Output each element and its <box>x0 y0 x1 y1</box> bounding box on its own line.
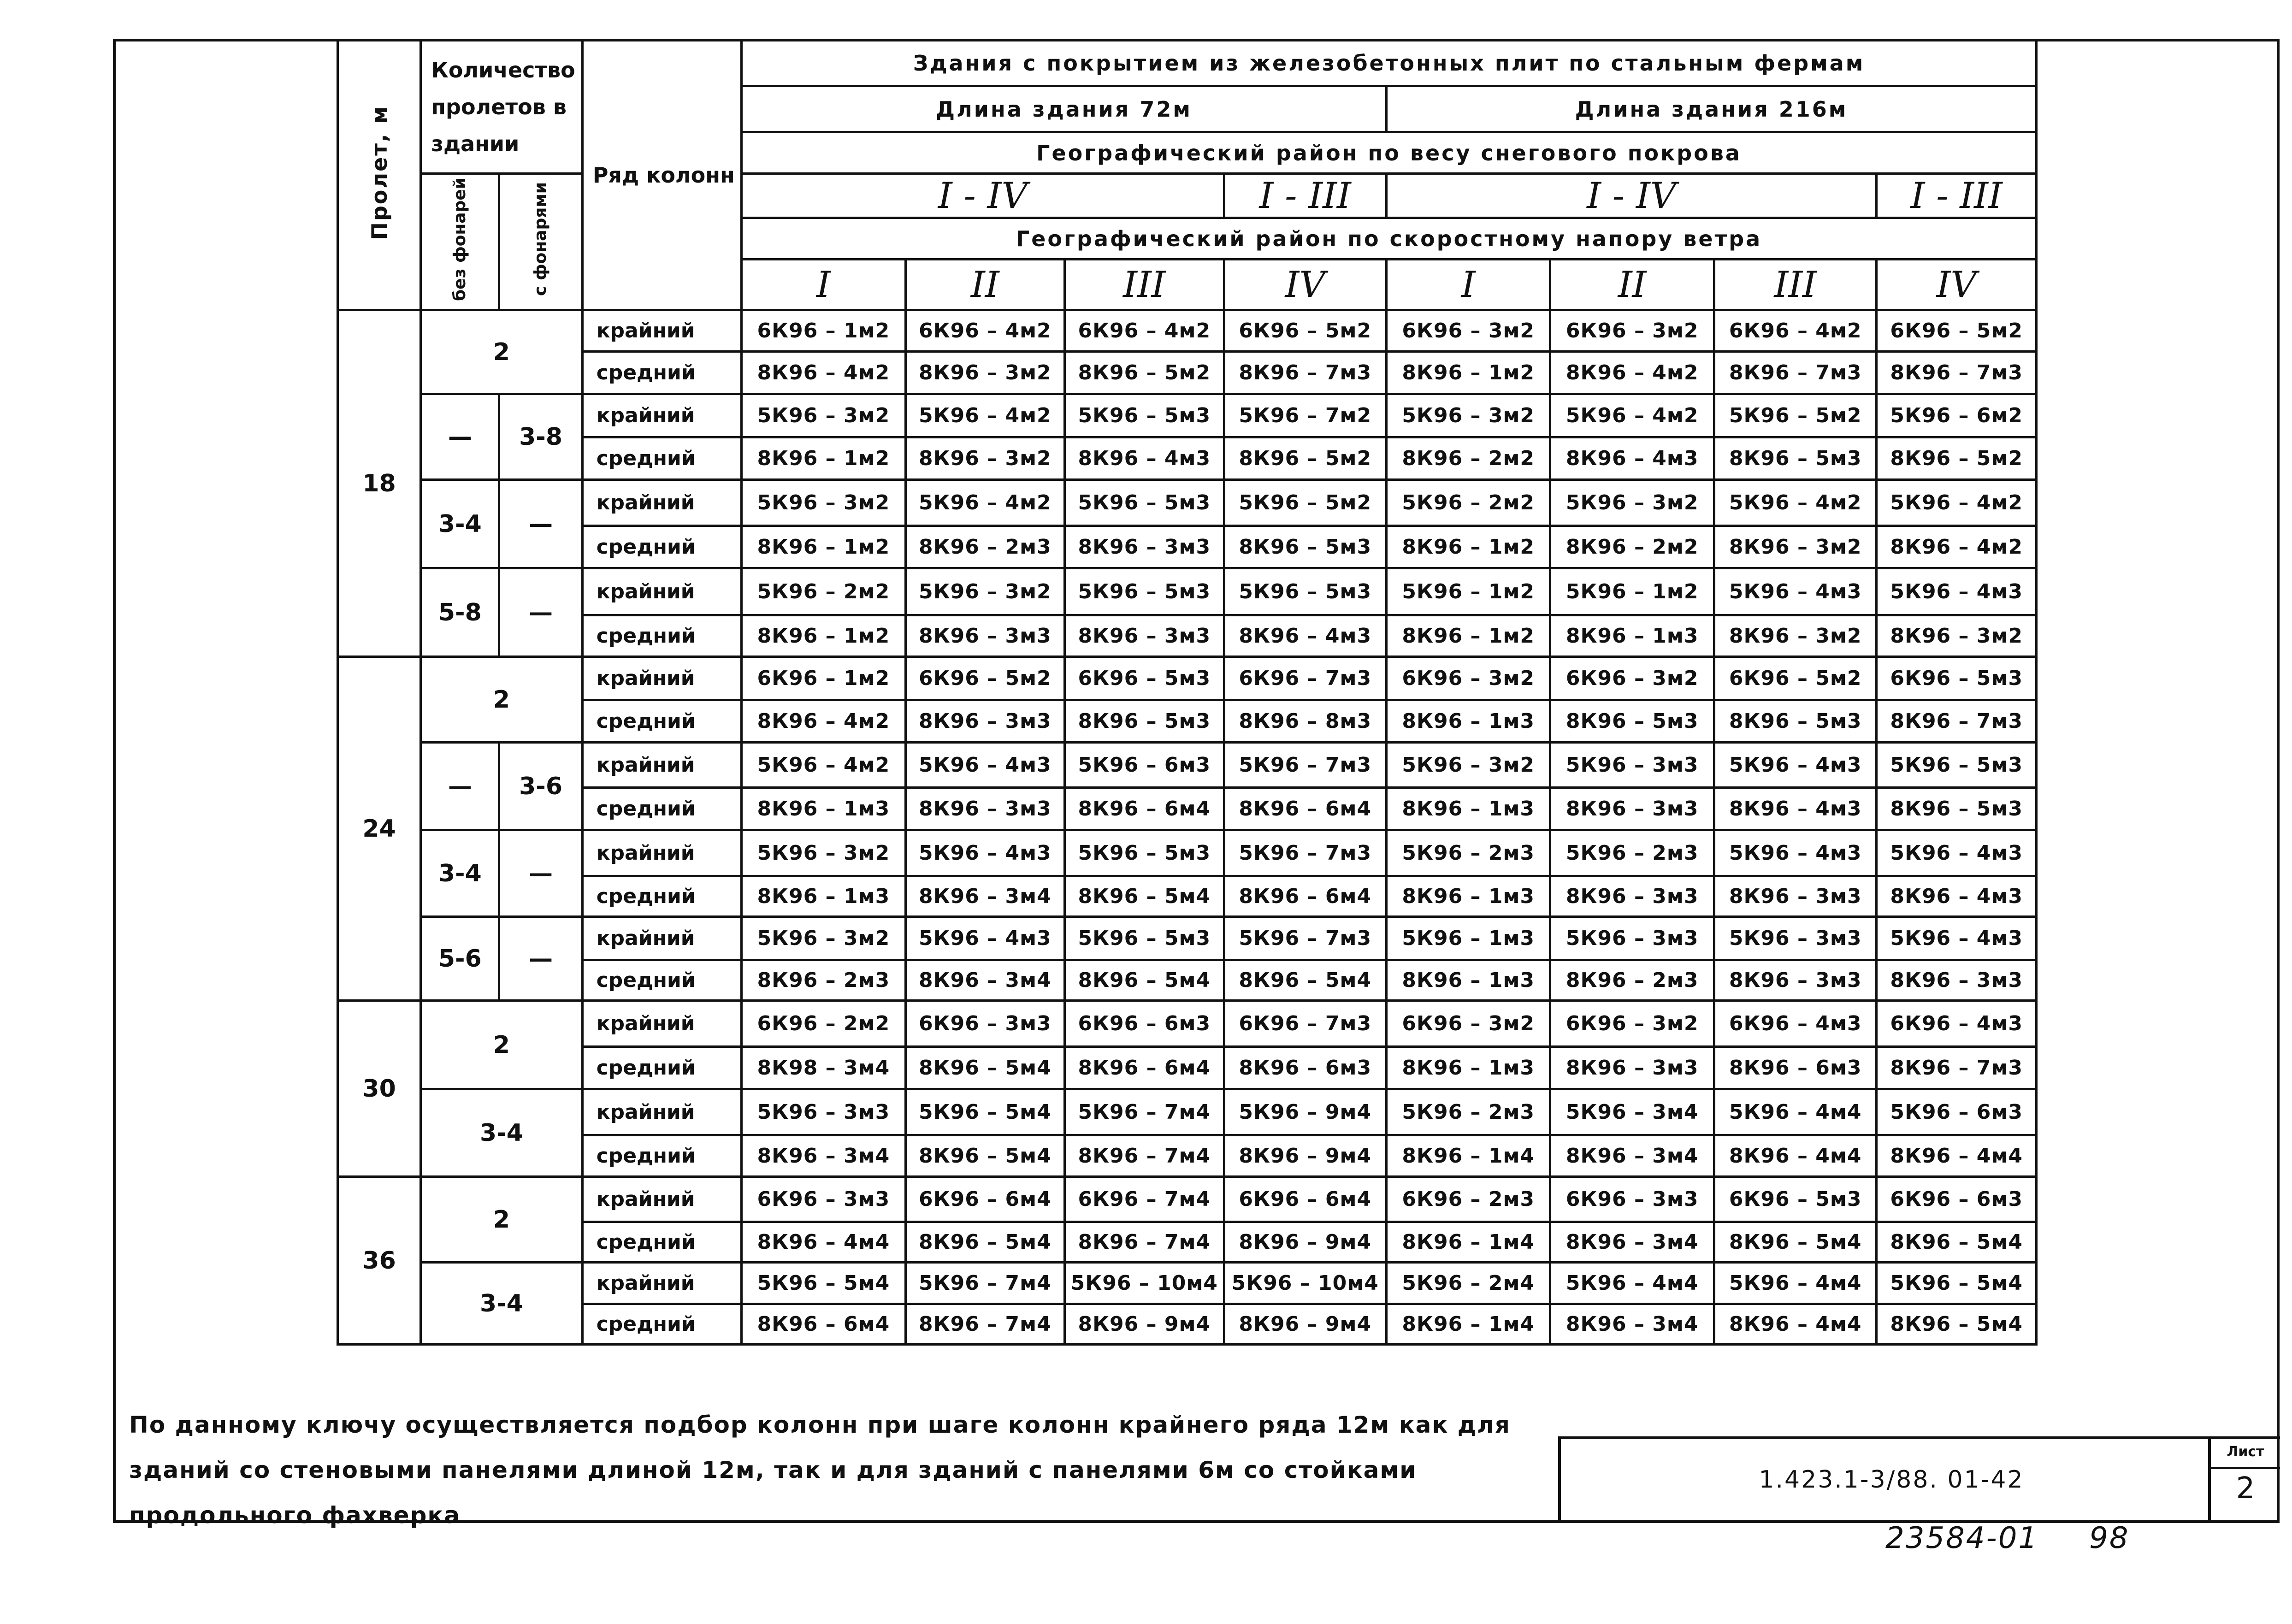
column-mark-cell: 6К96 – 2м3 <box>1386 1177 1550 1222</box>
column-mark-cell: 8К96 – 6м4 <box>1224 876 1386 917</box>
column-mark-cell: 6К96 – 3м2 <box>1550 1001 1714 1047</box>
column-mark-cell: 6К96 – 7м3 <box>1224 1001 1386 1047</box>
column-mark-cell: 5К96 – 10м4 <box>1065 1263 1224 1304</box>
lantern-3-6: 3-6 <box>499 743 582 830</box>
column-mark-cell: 5К96 – 3м2 <box>1386 743 1550 788</box>
column-mark-cell: 8К96 – 3м4 <box>1550 1135 1714 1177</box>
column-mark-cell: 5К96 – 3м2 <box>905 568 1064 615</box>
column-mark-cell: 5К96 – 6м3 <box>1877 1089 2037 1135</box>
column-mark-cell: 8К96 – 7м3 <box>1224 352 1386 394</box>
spans-count-2: 2 <box>421 310 582 394</box>
column-mark-cell: 5К96 – 4м4 <box>1550 1263 1714 1304</box>
column-mark-cell: 5К96 – 5м3 <box>1065 480 1224 526</box>
column-mark-cell: 5К96 – 5м2 <box>1714 394 1876 437</box>
column-mark-cell: 5К96 – 3м3 <box>1714 917 1876 960</box>
column-mark-cell: 5К96 – 2м3 <box>1386 830 1550 876</box>
column-mark-cell: 6К96 – 7м4 <box>1065 1177 1224 1222</box>
column-mark-cell: 8К96 – 2м2 <box>1550 526 1714 568</box>
column-mark-cell: 8К96 – 3м2 <box>905 352 1064 394</box>
column-mark-cell: 6К96 – 3м2 <box>1386 1001 1550 1047</box>
column-row-type: крайний <box>582 657 741 700</box>
column-mark-cell: 8К96 – 5м3 <box>1550 700 1714 743</box>
column-mark-cell: 5К96 – 7м3 <box>1224 917 1386 960</box>
column-mark-cell: 8К96 – 6м4 <box>1224 788 1386 830</box>
no-lantern-dash: — <box>421 743 499 830</box>
column-mark-cell: 5К96 – 4м4 <box>1714 1089 1876 1135</box>
column-mark-cell: 6К96 – 5м3 <box>1065 657 1224 700</box>
column-mark-cell: 8К96 – 3м3 <box>1714 960 1876 1001</box>
column-mark-cell: 8К96 – 9м4 <box>1224 1304 1386 1345</box>
column-mark-cell: 5К96 – 3м3 <box>1550 743 1714 788</box>
column-mark-cell: 5К96 – 5м4 <box>742 1263 905 1304</box>
column-mark-cell: 8К96 – 6м3 <box>1714 1047 1876 1089</box>
column-mark-cell: 8К96 – 4м2 <box>742 700 905 743</box>
column-mark-cell: 5К96 – 4м2 <box>905 480 1064 526</box>
column-row-type: средний <box>582 876 741 917</box>
column-mark-cell: 8К96 – 6м4 <box>742 1304 905 1345</box>
column-row-type: крайний <box>582 394 741 437</box>
column-mark-cell: 6К96 – 6м3 <box>1065 1001 1224 1047</box>
table-row <box>338 394 2037 437</box>
column-mark-cell: 5К96 – 4м2 <box>1714 480 1876 526</box>
column-mark-cell: 5К96 – 3м2 <box>742 917 905 960</box>
header-wind-2: II <box>905 260 1064 310</box>
column-mark-cell: 8К96 – 1м3 <box>1386 876 1550 917</box>
table-row <box>338 743 2037 788</box>
column-row-type: средний <box>582 700 741 743</box>
column-mark-cell: 6К96 – 5м3 <box>1714 1177 1876 1222</box>
column-mark-cell: 8К96 – 1м2 <box>742 526 905 568</box>
column-mark-cell: 8К96 – 6м3 <box>1224 1047 1386 1089</box>
column-mark-cell: 8К96 – 3м4 <box>1550 1304 1714 1345</box>
column-row-type: средний <box>582 615 741 657</box>
column-mark-cell: 5К96 – 3м2 <box>1386 394 1550 437</box>
column-mark-cell: 5К96 – 7м4 <box>905 1263 1064 1304</box>
column-mark-cell: 8К96 – 4м4 <box>1877 1135 2037 1177</box>
spans-count-3-4: 3-4 <box>421 1263 582 1345</box>
column-mark-cell: 8К96 – 6м4 <box>1065 788 1224 830</box>
column-mark-cell: 6К96 – 5м2 <box>1877 310 2037 352</box>
column-mark-cell: 5К96 – 4м3 <box>1714 568 1876 615</box>
column-mark-cell: 8К96 – 5м4 <box>1065 960 1224 1001</box>
column-mark-cell: 6К96 – 5м2 <box>1714 657 1876 700</box>
header-snow-region: Географический район по весу снегового покрова <box>742 132 2037 174</box>
spans-count-3-4: 3-4 <box>421 1089 582 1177</box>
column-mark-cell: 6К96 – 3м2 <box>1550 310 1714 352</box>
column-mark-cell: 8К96 – 5м2 <box>1877 437 2037 480</box>
column-row-type: крайний <box>582 1177 741 1222</box>
column-mark-cell: 5К96 – 5м2 <box>1224 480 1386 526</box>
table-row <box>338 526 2037 568</box>
column-mark-cell: 5К96 – 4м3 <box>905 830 1064 876</box>
no-lantern-5-8: 5-8 <box>421 568 499 657</box>
column-mark-cell: 8К96 – 3м4 <box>905 876 1064 917</box>
column-mark-cell: 8К96 – 2м3 <box>742 960 905 1001</box>
table-row <box>338 1304 2037 1345</box>
column-mark-cell: 5К96 – 3м3 <box>742 1089 905 1135</box>
column-mark-cell: 8К96 – 5м2 <box>1065 352 1224 394</box>
column-mark-cell: 5К96 – 4м4 <box>1714 1263 1876 1304</box>
table-row <box>338 876 2037 917</box>
column-mark-cell: 8К96 – 3м2 <box>1877 615 2037 657</box>
column-mark-cell: 6К96 – 6м4 <box>1224 1177 1386 1222</box>
header-length-72: Длина здания 72м <box>742 86 1387 132</box>
column-mark-cell: 8К96 – 1м3 <box>1386 960 1550 1001</box>
column-mark-cell: 5К96 – 3м2 <box>742 830 905 876</box>
table-row <box>338 1263 2037 1304</box>
column-mark-cell: 8К96 – 4м3 <box>1714 788 1876 830</box>
column-mark-cell: 8К96 – 3м4 <box>905 960 1064 1001</box>
column-mark-cell: 8К96 – 7м4 <box>1065 1222 1224 1263</box>
column-mark-cell: 8К96 – 5м3 <box>1877 788 2037 830</box>
column-mark-cell: 5К96 – 1м2 <box>1550 568 1714 615</box>
header-row: Ряд колонн <box>582 40 741 310</box>
column-row-type: средний <box>582 352 741 394</box>
column-mark-cell: 5К96 – 5м3 <box>1065 394 1224 437</box>
table-row <box>338 1177 2037 1222</box>
column-mark-cell: 5К96 – 4м3 <box>1877 917 2037 960</box>
column-mark-cell: 8К98 – 3м4 <box>742 1047 905 1089</box>
column-mark-cell: 8К96 – 7м3 <box>1877 1047 2037 1089</box>
column-row-type: средний <box>582 1047 741 1089</box>
sheet-number: 2 <box>2236 1471 2255 1506</box>
column-mark-cell: 8К96 – 1м2 <box>742 437 905 480</box>
column-mark-cell: 5К96 – 5м3 <box>1065 568 1224 615</box>
column-mark-cell: 8К96 – 5м4 <box>1065 876 1224 917</box>
column-mark-cell: 5К96 – 5м4 <box>1877 1263 2037 1304</box>
column-mark-cell: 5К96 – 1м3 <box>1386 917 1550 960</box>
span-18: 18 <box>338 310 421 657</box>
column-mark-cell: 8К96 – 3м3 <box>1714 876 1876 917</box>
column-mark-cell: 8К96 – 3м3 <box>1550 788 1714 830</box>
column-row-type: крайний <box>582 568 741 615</box>
column-mark-cell: 5К96 – 4м3 <box>1714 830 1876 876</box>
column-mark-cell: 6К96 – 3м2 <box>1386 310 1550 352</box>
column-mark-cell: 8К96 – 4м4 <box>1714 1304 1876 1345</box>
table-row <box>338 1089 2037 1135</box>
title-block-code: 1.423.1-3/88. 01-42 <box>1558 1436 2222 1520</box>
column-mark-cell: 5К96 – 4м3 <box>1714 743 1876 788</box>
column-row-type: крайний <box>582 743 741 788</box>
column-mark-cell: 8К96 – 4м3 <box>1224 615 1386 657</box>
column-mark-cell: 8К96 – 6м4 <box>1065 1047 1224 1089</box>
span-30: 30 <box>338 1001 421 1177</box>
column-mark-cell: 5К96 – 4м3 <box>905 917 1064 960</box>
column-mark-cell: 5К96 – 3м2 <box>742 394 905 437</box>
column-mark-cell: 5К96 – 6м3 <box>1065 743 1224 788</box>
spans-count-2: 2 <box>421 1177 582 1263</box>
table-row <box>338 480 2037 526</box>
column-row-type: средний <box>582 1135 741 1177</box>
footnote: По данному ключу осуществляется подбор колонн при шаге колонн крайнего ряда 12м как для зданий со стеновыми панелями длиной 12м, так и для зданий с панелями 6м со стойками продольного фахверка <box>129 1411 1511 1529</box>
header-length-216: Длина здания 216м <box>1386 86 2036 132</box>
column-mark-cell: 8К96 – 4м4 <box>742 1222 905 1263</box>
table-row <box>338 352 2037 394</box>
column-mark-cell: 5К96 – 3м2 <box>742 480 905 526</box>
column-mark-cell: 8К96 – 3м2 <box>1714 615 1876 657</box>
no-lantern-3-4: 3-4 <box>421 480 499 568</box>
header-wind-6: II <box>1550 260 1714 310</box>
header-snow-3: I - IV <box>1386 174 1876 218</box>
column-mark-cell: 8К96 – 3м3 <box>1065 526 1224 568</box>
column-mark-cell: 5К96 – 4м2 <box>1550 394 1714 437</box>
column-mark-cell: 8К96 – 5м4 <box>1224 960 1386 1001</box>
table-row <box>338 1001 2037 1047</box>
column-mark-cell: 8К96 – 3м3 <box>905 700 1064 743</box>
column-row-type: средний <box>582 1222 741 1263</box>
table-row <box>338 568 2037 615</box>
header-wind-5: I <box>1386 260 1550 310</box>
table-row <box>338 788 2037 830</box>
column-mark-cell: 5К96 – 9м4 <box>1224 1089 1386 1135</box>
column-mark-cell: 8К96 – 1м3 <box>742 788 905 830</box>
column-mark-cell: 6К96 – 2м2 <box>742 1001 905 1047</box>
column-mark-cell: 8К96 – 4м4 <box>1714 1135 1876 1177</box>
column-mark-cell: 5К96 – 7м2 <box>1224 394 1386 437</box>
column-mark-cell: 8К96 – 3м4 <box>742 1135 905 1177</box>
column-mark-cell: 5К96 – 6м2 <box>1877 394 2037 437</box>
table-row <box>338 1222 2037 1263</box>
column-mark-cell: 8К96 – 5м4 <box>905 1047 1064 1089</box>
header-without-lanterns: без фонарей <box>421 174 499 310</box>
spans-count-2: 2 <box>421 1001 582 1089</box>
column-row-type: крайний <box>582 310 741 352</box>
header-wind-7: III <box>1714 260 1876 310</box>
column-mark-cell: 6К96 – 1м2 <box>742 657 905 700</box>
column-mark-cell: 5К96 – 3м3 <box>1550 917 1714 960</box>
column-mark-cell: 8К96 – 5м4 <box>1877 1304 2037 1345</box>
table-row <box>338 657 2037 700</box>
column-mark-cell: 6К96 – 3м3 <box>742 1177 905 1222</box>
column-row-type: средний <box>582 960 741 1001</box>
column-mark-cell: 8К96 – 2м2 <box>1386 437 1550 480</box>
column-mark-cell: 6К96 – 3м2 <box>1550 657 1714 700</box>
span-36: 36 <box>338 1177 421 1345</box>
column-mark-cell: 6К96 – 4м2 <box>1065 310 1224 352</box>
column-mark-cell: 5К96 – 10м4 <box>1224 1263 1386 1304</box>
column-mark-cell: 5К96 – 5м3 <box>1877 743 2037 788</box>
column-mark-cell: 8К96 – 1м3 <box>1386 1047 1550 1089</box>
column-mark-cell: 5К96 – 5м4 <box>905 1089 1064 1135</box>
header-wind-1: I <box>742 260 905 310</box>
table-row <box>338 960 2037 1001</box>
column-mark-cell: 6К96 – 5м2 <box>905 657 1064 700</box>
header-title: Здания с покрытием из железобетонных плит по стальным фермам <box>742 40 2037 86</box>
column-mark-cell: 8К96 – 2м3 <box>1550 960 1714 1001</box>
column-mark-cell: 6К96 – 3м3 <box>1550 1177 1714 1222</box>
column-mark-cell: 5К96 – 3м4 <box>1550 1089 1714 1135</box>
column-mark-cell: 8К96 – 1м2 <box>1386 526 1550 568</box>
spans-count-2: 2 <box>421 657 582 743</box>
header-span: Пролет, м <box>338 40 421 310</box>
column-mark-cell: 8К96 – 4м3 <box>1550 437 1714 480</box>
column-row-type: средний <box>582 526 741 568</box>
header-snow-4: I - III <box>1877 174 2037 218</box>
column-mark-cell: 8К96 – 7м3 <box>1714 352 1876 394</box>
column-mark-cell: 8К96 – 1м4 <box>1386 1304 1550 1345</box>
lantern-3-8: 3-8 <box>499 394 582 480</box>
column-mark-cell: 5К96 – 2м2 <box>742 568 905 615</box>
column-row-type: крайний <box>582 1263 741 1304</box>
column-mark-cell: 8К96 – 9м4 <box>1065 1304 1224 1345</box>
header-wind-4: IV <box>1224 260 1386 310</box>
header-snow-2: I - III <box>1224 174 1386 218</box>
column-mark-cell: 8К96 – 4м3 <box>1877 876 2037 917</box>
column-mark-cell: 6К96 – 5м3 <box>1877 657 2037 700</box>
lantern-dash: — <box>499 830 582 917</box>
column-mark-cell: 6К96 – 3м2 <box>1386 657 1550 700</box>
lantern-dash: — <box>499 568 582 657</box>
column-mark-cell: 5К96 – 4м3 <box>1877 830 2037 876</box>
column-mark-cell: 5К96 – 2м3 <box>1386 1089 1550 1135</box>
column-mark-cell: 8К96 – 5м4 <box>1714 1222 1876 1263</box>
column-mark-cell: 8К96 – 4м2 <box>1877 526 2037 568</box>
column-mark-cell: 8К96 – 9м4 <box>1224 1135 1386 1177</box>
column-mark-cell: 8К96 – 7м3 <box>1877 700 2037 743</box>
column-mark-cell: 6К96 – 4м2 <box>1714 310 1876 352</box>
table-row <box>338 700 2037 743</box>
column-mark-cell: 5К96 – 7м4 <box>1065 1089 1224 1135</box>
column-mark-cell: 8К96 – 8м3 <box>1224 700 1386 743</box>
column-mark-cell: 8К96 – 3м3 <box>1550 1047 1714 1089</box>
header-wind-region: Географический район по скоростному напору ветра <box>742 218 2037 260</box>
table-row <box>338 437 2037 480</box>
column-mark-cell: 8К96 – 7м4 <box>1065 1135 1224 1177</box>
column-row-type: крайний <box>582 830 741 876</box>
column-mark-cell: 8К96 – 5м2 <box>1224 437 1386 480</box>
column-mark-cell: 8К96 – 3м3 <box>1550 876 1714 917</box>
column-mark-cell: 8К96 – 1м3 <box>1550 615 1714 657</box>
column-mark-cell: 8К96 – 1м4 <box>1386 1135 1550 1177</box>
header-wind-3: III <box>1065 260 1224 310</box>
column-mark-cell: 8К96 – 7м3 <box>1877 352 2037 394</box>
column-mark-cell: 8К96 – 5м4 <box>905 1222 1064 1263</box>
archive-number <box>1885 1521 2130 1555</box>
column-mark-cell: 6К96 – 3м3 <box>905 1001 1064 1047</box>
no-lantern-5-6: 5-6 <box>421 917 499 1001</box>
column-mark-cell: 5К96 – 4м3 <box>905 743 1064 788</box>
sheet-label: Лист <box>2211 1439 2280 1469</box>
column-mark-cell: 8К96 – 3м3 <box>1877 960 2037 1001</box>
column-mark-cell: 8К96 – 1м3 <box>1386 788 1550 830</box>
column-mark-cell: 8К96 – 3м3 <box>905 615 1064 657</box>
column-mark-cell: 5К96 – 5м3 <box>1065 830 1224 876</box>
table-row <box>338 917 2037 960</box>
column-row-type: крайний <box>582 480 741 526</box>
column-mark-cell: 6К96 – 5м2 <box>1224 310 1386 352</box>
column-mark-cell: 8К96 – 3м3 <box>905 788 1064 830</box>
column-mark-cell: 8К96 – 5м3 <box>1224 526 1386 568</box>
column-mark-cell: 6К96 – 4м3 <box>1714 1001 1876 1047</box>
header-spans-count: Количество пролетов в здании <box>421 40 582 174</box>
column-mark-cell: 5К96 – 7м3 <box>1224 830 1386 876</box>
archive-page: 98 <box>2089 1521 2130 1555</box>
sheet-box <box>2208 1436 2280 1520</box>
column-mark-cell: 6К96 – 7м3 <box>1224 657 1386 700</box>
lantern-dash: — <box>499 480 582 568</box>
column-row-type: средний <box>582 1304 741 1345</box>
column-mark-cell: 5К96 – 4м3 <box>1877 568 2037 615</box>
column-mark-cell: 5К96 – 2м2 <box>1386 480 1550 526</box>
column-mark-cell: 8К96 – 5м3 <box>1714 700 1876 743</box>
column-mark-cell: 8К96 – 5м3 <box>1065 700 1224 743</box>
column-row-type: крайний <box>582 917 741 960</box>
column-mark-cell: 8К96 – 3м2 <box>1714 526 1876 568</box>
column-mark-cell: 8К96 – 3м3 <box>1065 615 1224 657</box>
column-mark-cell: 6К96 – 4м2 <box>905 310 1064 352</box>
column-mark-cell: 8К96 – 1м2 <box>742 615 905 657</box>
column-mark-cell: 5К96 – 5м3 <box>1224 568 1386 615</box>
column-selection-key-table <box>337 39 2038 1346</box>
column-mark-cell: 5К96 – 2м3 <box>1550 830 1714 876</box>
table-row <box>338 1047 2037 1089</box>
column-mark-cell: 8К96 – 7м4 <box>905 1304 1064 1345</box>
lantern-dash: — <box>499 917 582 1001</box>
column-mark-cell: 5К96 – 4м2 <box>905 394 1064 437</box>
archive-code: 23584-01 <box>1885 1521 2039 1555</box>
column-row-type: средний <box>582 437 741 480</box>
column-mark-cell: 8К96 – 5м4 <box>905 1135 1064 1177</box>
no-lantern-3-4: 3-4 <box>421 830 499 917</box>
table-row <box>338 310 2037 352</box>
column-mark-cell: 6К96 – 4м3 <box>1877 1001 2037 1047</box>
column-mark-cell: 5К96 – 4м2 <box>1877 480 2037 526</box>
column-mark-cell: 8К96 – 2м3 <box>905 526 1064 568</box>
table-row <box>338 1135 2037 1177</box>
column-mark-cell: 8К96 – 5м3 <box>1714 437 1876 480</box>
column-mark-cell: 8К96 – 3м2 <box>905 437 1064 480</box>
column-mark-cell: 8К96 – 4м2 <box>1550 352 1714 394</box>
column-row-type: крайний <box>582 1001 741 1047</box>
column-mark-cell: 8К96 – 4м2 <box>742 352 905 394</box>
column-mark-cell: 8К96 – 1м2 <box>1386 615 1550 657</box>
column-mark-cell: 6К96 – 6м4 <box>905 1177 1064 1222</box>
column-mark-cell: 5К96 – 2м4 <box>1386 1263 1550 1304</box>
column-mark-cell: 8К96 – 9м4 <box>1224 1222 1386 1263</box>
header-with-lanterns: с фонарями <box>499 174 582 310</box>
column-mark-cell: 8К96 – 1м3 <box>742 876 905 917</box>
header-snow-1: I - IV <box>742 174 1224 218</box>
column-mark-cell: 5К96 – 4м2 <box>742 743 905 788</box>
table-row <box>338 830 2037 876</box>
column-mark-cell: 8К96 – 5м4 <box>1877 1222 2037 1263</box>
column-row-type: крайний <box>582 1089 741 1135</box>
header-wind-8: IV <box>1877 260 2037 310</box>
column-mark-cell: 6К96 – 1м2 <box>742 310 905 352</box>
span-24: 24 <box>338 657 421 1001</box>
column-mark-cell: 6К96 – 6м3 <box>1877 1177 2037 1222</box>
column-mark-cell: 5К96 – 1м2 <box>1386 568 1550 615</box>
column-mark-cell: 8К96 – 4м3 <box>1065 437 1224 480</box>
column-mark-cell: 8К96 – 1м3 <box>1386 700 1550 743</box>
column-row-type: средний <box>582 788 741 830</box>
no-lantern-dash: — <box>421 394 499 480</box>
column-mark-cell: 5К96 – 7м3 <box>1224 743 1386 788</box>
column-mark-cell: 5К96 – 3м2 <box>1550 480 1714 526</box>
table-row <box>338 615 2037 657</box>
column-mark-cell: 8К96 – 1м2 <box>1386 352 1550 394</box>
column-mark-cell: 8К96 – 1м4 <box>1386 1222 1550 1263</box>
column-mark-cell: 5К96 – 5м3 <box>1065 917 1224 960</box>
column-mark-cell: 8К96 – 3м4 <box>1550 1222 1714 1263</box>
